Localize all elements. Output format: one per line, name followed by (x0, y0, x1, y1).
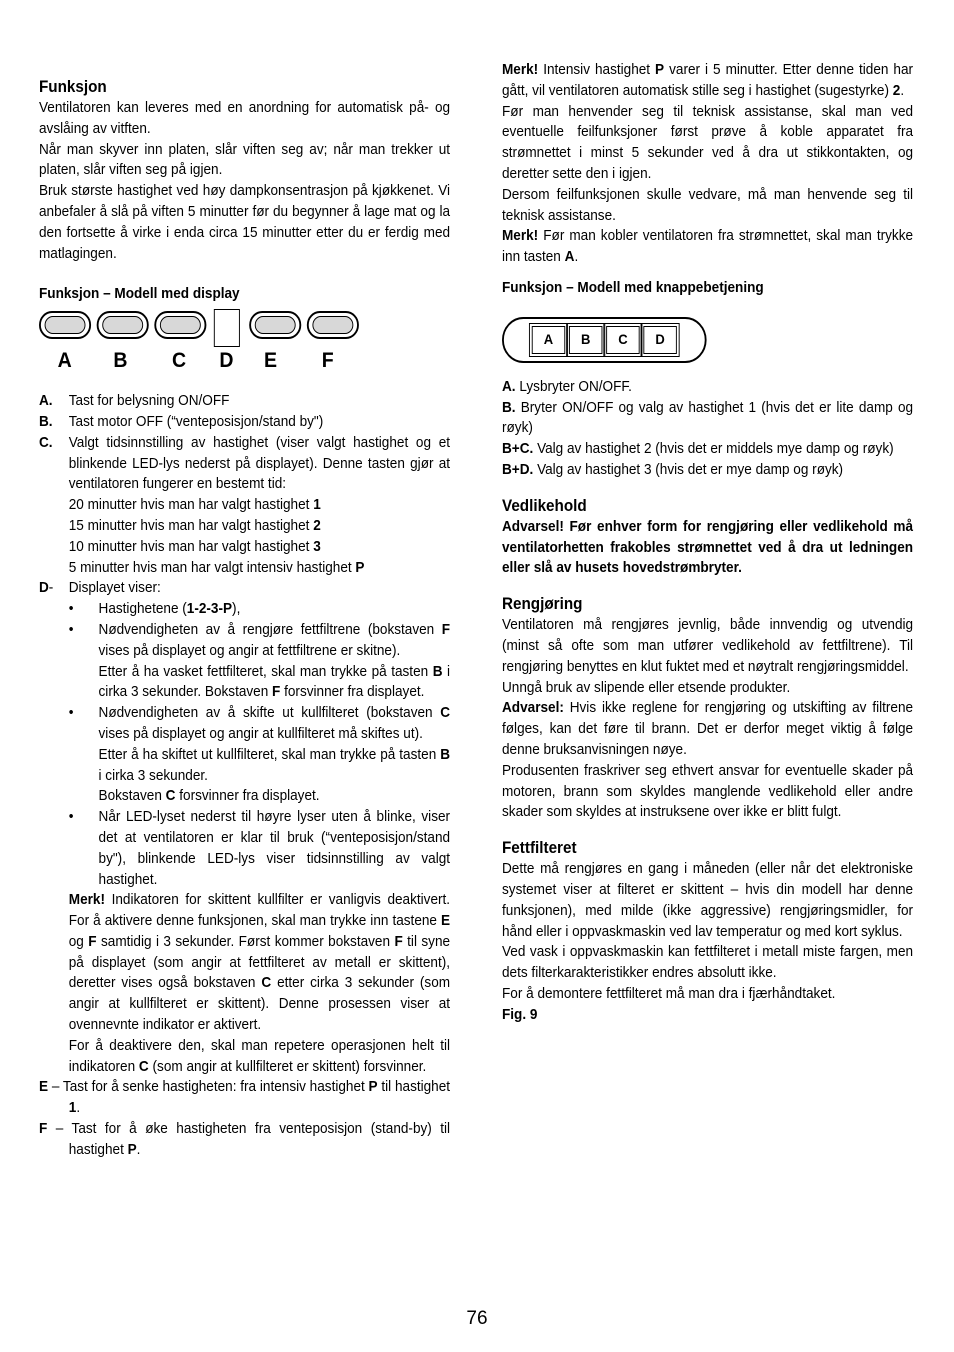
persist-paragraph: Dersom feilfunksjonen skulle vedvare, må man henvende seg til teknisk assistanse. (502, 186, 914, 224)
button-def-bc: B+C. Valg av hastighet 2 (hvis det er middels mye damp og røyk) (502, 441, 894, 458)
definition-c: C. Valgt tidsinnstilling av hastighet (viser valgt hastighet og et blinkende LED-lys nederst på displayet). Denne tasten gjør at ventilatoren fungerer en bestemt tid: (39, 434, 451, 493)
grease-filter-reset: Etter å ha vasket fettfilteret, skal man trykke på tasten B i cirka 3 sekunder. Bokstaven F forsvinner fra displayet. (98, 663, 451, 701)
definition-d: D- Displayet viser: (39, 580, 161, 597)
display-panel-diagram (37, 309, 372, 381)
button-panel-diagram (502, 317, 707, 363)
timer-line-4: 5 minutter hvis man har valgt intensiv hastighet P (68, 559, 365, 576)
vedlikehold-warning: Advarsel! Før enhver form for rengjøring eller vedlikehold må ventilatorhetten frakobles strømnettet ved å dra ut ledningen eller slå av husets hovedstrømbryter. (502, 518, 914, 577)
label-c: C (171, 349, 187, 373)
deactivate-paragraph: For å deaktivere den, skal man repetere operasjonen helt til indikatoren C (som angir at kullfilteret er skittent) forsvinner. (68, 1037, 451, 1075)
panel-button-b: B (569, 326, 602, 354)
display-model-heading: Funksjon – Modell med display (39, 286, 240, 303)
rengjoring-heading: Rengjøring (502, 595, 583, 614)
button-f-shape (307, 311, 359, 339)
button-e-shape (249, 311, 301, 339)
label-f: F (321, 349, 334, 373)
label-a: A (57, 349, 72, 373)
rengjoring-paragraph-2: Unngå bruk av slipende eller etsende produkter. (502, 679, 791, 696)
funksjon-heading: Funksjon (39, 78, 107, 96)
definition-a: A. Tast for belysning ON/OFF (39, 393, 230, 410)
button-def-b: B. Bryter ON/OFF og valg av hastighet 1 (hvis det er lite damp og røyk) (502, 399, 914, 437)
definition-e: E – Tast for å senke hastigheten: fra intensiv hastighet P til hastighet 1. (39, 1079, 451, 1117)
funksjon-paragraph-2: Når man skyver inn platen, slår viften seg av; når man trekker ut platen, slår viften seg på igjen. (39, 141, 451, 179)
funksjon-paragraph-1: Ventilatoren kan leveres med en anordning for automatisk på- og avslåing av vitften. (39, 100, 451, 137)
merk-disconnect: Merk! Før man kobler ventilatoren fra strømnettet, skal man trykke inn tasten A. (502, 228, 914, 266)
fettfilteret-paragraph-2: Ved vask i oppvaskmaskin kan fettfilteret i metall miste fargen, men dets filterkarakteristikker endres absolutt ikke. (502, 944, 914, 982)
bullet-carbon-filter: • Nødvendigheten av å skifte ut kullfilteret (bokstaven C vises på displayet og angir at kullfilteret må skiftes ut). (68, 705, 451, 742)
button-def-bd: B+D. Valg av hastighet 3 (hvis det er mye damp og røyk) (502, 461, 844, 478)
timer-line-2: 15 minutter hvis man har valgt hastighet 2 (68, 517, 321, 534)
label-d: D (219, 349, 234, 373)
merk-intensive: Merk! Intensiv hastighet P varer i 5 minutter. Etter denne tiden har gått, vil ventilatoren automatisk stille seg i hastighet (sugestyrke) 2. (502, 62, 914, 99)
carbon-filter-reset: Etter å ha skiftet ut kullfilteret, skal man trykke på tasten B i cirka 3 sekunder. (98, 746, 451, 784)
left-column (39, 60, 450, 1161)
panel-button-c: C (606, 326, 639, 354)
timer-line-3: 10 minutter hvis man har valgt hastighet 3 (68, 538, 321, 555)
definition-f: F – Tast for å øke hastigheten fra venteposisjon (stand-by) til hastighet P. (39, 1121, 451, 1158)
timer-line-1: 20 minutter hvis man har valgt hastighet 1 (68, 497, 321, 514)
funksjon-paragraph-3: Bruk største hastighet ved høy dampkonsentrasjon på kjøkkenet. Vi anbefaler å slå på viften 5 minutter før du begynner å lage mat og la den fortsette å virke i enda circa 15 minutter etter du er ferdig med matlagingen. (39, 183, 451, 262)
fettfilteret-paragraph-3: For å demontere fettfilteret må man dra i fjærhåndtaket. (502, 985, 836, 1002)
button-model-heading: Funksjon – Modell med knappebetjening (502, 279, 764, 296)
button-def-a: A. Lysbryter ON/OFF. (502, 378, 632, 395)
page-number: 76 (466, 1308, 488, 1329)
bullet-led: • Når LED-lyset nederst til høyre lyser uten å blinke, viser det at ventilatoren er klar til bruk (“venteposisjon/stand by"), blinkende LED-lys viser tidsinnstilling av valgt hastighet. (68, 809, 451, 888)
rengjoring-paragraph-3: Produsenten fraskriver seg ethvert ansvar for eventuelle skader på motoren, brann som skyldes manglende vedlikehold eller andre skader som skyldes at instruksene over ikke er blitt fulgt. (502, 762, 914, 821)
rengjoring-paragraph-1: Ventilatoren må rengjøres jevnlig, både innvendig og utvendig (minst så ofte som man utfører vedlikehold av fettfiltrene). Til rengjøring benyttes en klut fuktet med et nøytralt rengjøringsmiddel. (502, 617, 914, 675)
carbon-filter-disappear: Bokstaven C forsvinner fra displayet. (98, 788, 320, 805)
button-b-shape (97, 311, 149, 339)
display-window (214, 309, 240, 347)
button-c-shape (154, 311, 206, 339)
panel-button-a: A (532, 326, 565, 354)
figure-label: Fig. 9 (502, 1006, 538, 1023)
fettfilteret-heading: Fettfilteret (502, 839, 577, 858)
label-e: E (264, 349, 278, 373)
right-column (502, 60, 913, 1025)
definition-b: B. Tast motor OFF (“venteposisjon/stand by") (39, 413, 324, 430)
fettfilteret-paragraph-1: Dette må rengjøres en gang i måneden (eller når det elektroniske systemet viser at filteret er skittent – hvis din modell har denne funksjonen), med milde (ikke aggressive) rengjøringsmidler, for hånd eller i oppvaskmaskin ved lav temperatur og med kort syklus. (502, 861, 914, 940)
bullet-grease-filter: • Nødvendigheten av å rengjøre fettfiltrene (bokstaven F vises på displayet og angir at fettfiltrene er skitne). (68, 621, 451, 659)
assistance-paragraph: Før man henvender seg til teknisk assistanse, skal man ved eventuelle feilfunksjoner først prøve å koble apparatet fra strømnettet i minst 5 sekunder ved å dra ut stikkontakten, og deretter sette den i igjen. (502, 103, 914, 182)
rengjoring-warning: Advarsel: Hvis ikke reglene for rengjøring og utskifting av filtrene følges, kan det føre til brann. Det er derfor meget viktig å følge denne bruksanvisningen nøye. (502, 700, 914, 758)
merk-paragraph: Merk! Indikatoren for skittent kullfilter er vanligvis deaktivert. For å aktivere denne funksjonen, skal man trykke inn tastene E og F samtidig i 3 sekunder. Først kommer bokstaven F til syne på displayet (som angir at fettfilteret av metall er skittent), deretter vises også bokstaven C etter cirka 3 sekunder (som angir at kullfilteret er skittent). Denne prosessen viser at ovennevnte indikator er aktivert. (68, 892, 451, 1034)
panel-button-d: D (643, 326, 676, 354)
button-a-shape (39, 311, 91, 339)
vedlikehold-heading: Vedlikehold (502, 496, 587, 515)
label-b: B (113, 349, 128, 373)
bullet-speeds: • Hastighetene (1-2-3-P), (68, 601, 241, 618)
